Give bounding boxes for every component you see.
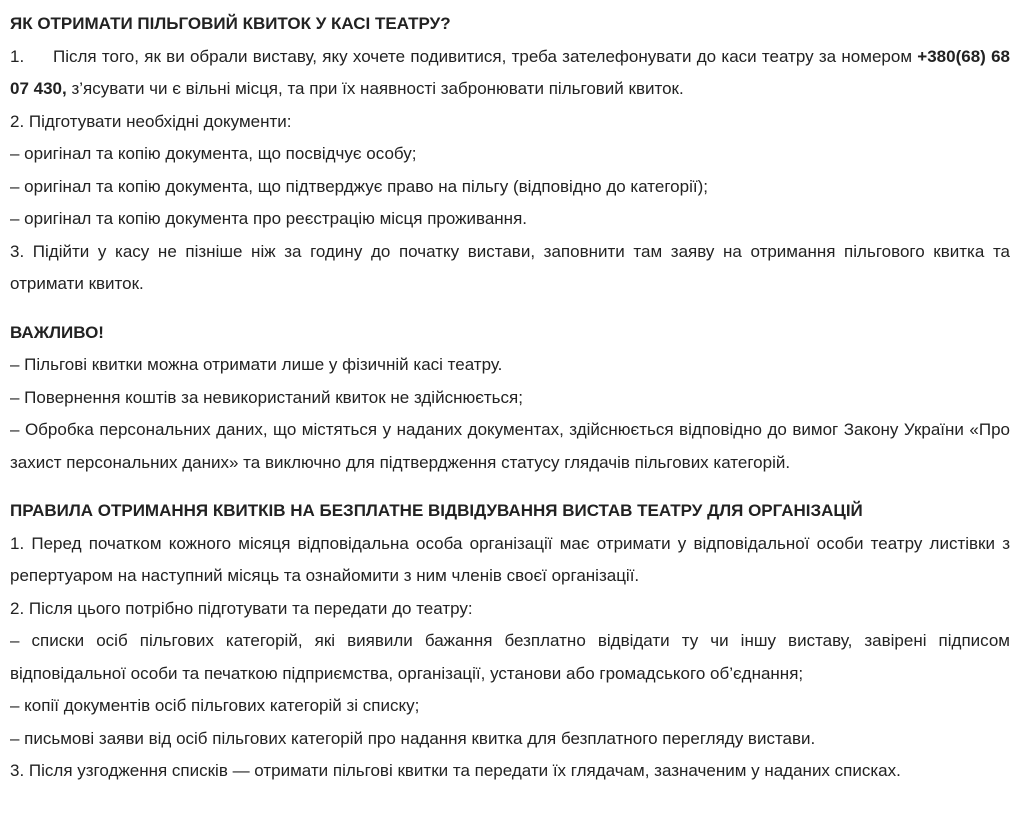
section-spacer: [10, 301, 1010, 317]
step-2-paragraph: 2. Підготувати необхідні документи:: [10, 111, 292, 131]
org-step-2-paragraph: 2. Після цього потрібно підготувати та передати до театру:: [10, 598, 473, 618]
document-item: – оригінал та копію документа, що посвідчує особу;: [10, 144, 417, 163]
step-3-paragraph: 3. Підійти у касу не пізніше ніж за годину до початку вистави, заповнити там заяву на отримання пільгового квитка та отримати квиток.: [10, 241, 1010, 293]
step-1-paragraph: [10, 41, 1010, 106]
important-item: – Обробка персональних даних, що містяться у наданих документах, здійснюється відповідно до вимог Закону України «Про захист персональних даних» та виключно для підтвердження статусу глядачів пільгових категорій.: [10, 420, 1010, 472]
step-number: 1.: [10, 46, 25, 66]
phone-number: +380(68) 68 07 430,: [10, 46, 1011, 98]
important-item: – Пільгові квитки можна отримати лише у фізичній касі театру.: [10, 355, 503, 374]
org-step-1-paragraph: 1. Перед початком кожного місяця відповідальна особа організації має отримати у відповідальної особи театру листівки з репертуаром на наступний місяць та ознайомити з ним членів своєї організації.: [10, 533, 1010, 585]
section-heading-organization-rules: ПРАВИЛА ОТРИМАННЯ КВИТКІВ НА БЕЗПЛАТНЕ ВІДВІДУВАННЯ ВИСТАВ ТЕАТРУ ДЛЯ ОРГАНІЗАЦІЙ: [10, 501, 863, 520]
step-1-text-b: з’ясувати чи є вільні місця, та при їх наявності забронювати пільговий квиток.: [66, 79, 684, 98]
section-spacer: [10, 479, 1010, 495]
document-item: – оригінал та копію документа, що підтверджує право на пільгу (відповідно до категорії);: [10, 176, 708, 196]
requirement-item: – копії документів осіб пільгових категорій зі списку;: [10, 696, 420, 715]
section-heading-ticket-at-box-office: ЯК ОТРИМАТИ ПІЛЬГОВИЙ КВИТОК У КАСІ ТЕАТРУ?: [10, 14, 451, 33]
important-item: – Повернення коштів за невикористаний квиток не здійснюється;: [10, 387, 523, 407]
document-item: – оригінал та копію документа про реєстрацію місця проживання.: [10, 209, 527, 228]
requirement-item: – письмові заяви від осіб пільгових категорій про надання квитка для безплатного перегляду вистави.: [10, 728, 816, 748]
section-heading-important: ВАЖЛИВО!: [10, 322, 104, 342]
step-1-text-a: Після того, як ви обрали виставу, яку хочете подивитися, треба зателефонувати до каси театру за номером: [53, 46, 918, 66]
requirement-item: – списки осіб пільгових категорій, які виявили бажання безплатно відвідати ту чи іншу виставу, завірені підписом відповідальної особи та печаткою підприємства, організації, установи або громадського об’єднання;: [10, 631, 1010, 683]
org-step-3-paragraph: 3. Після узгодження списків — отримати пільгові квитки та передати їх глядачам, зазначеним у наданих списках.: [10, 761, 901, 780]
